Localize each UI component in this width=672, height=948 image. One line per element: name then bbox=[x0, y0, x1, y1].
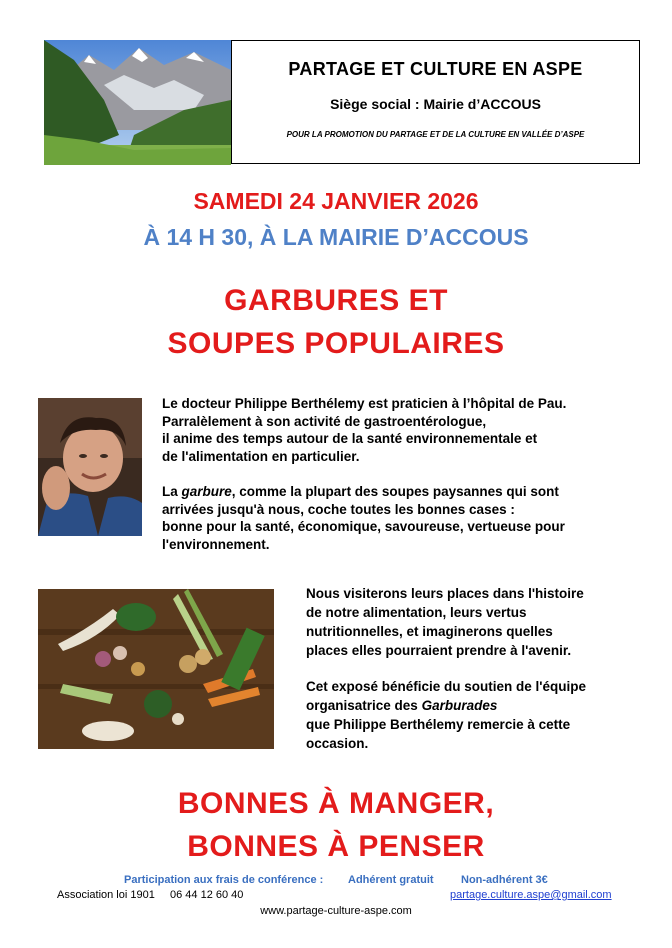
bio-line: arrivées jusqu'à nous, coche toutes les bonnes cases : bbox=[162, 501, 515, 517]
bio-text: La bbox=[162, 484, 182, 499]
bio-line: il anime des temps autour de la santé environnementale et bbox=[162, 431, 538, 446]
bio-line: Parralèlement à son activité de gastroentérologue, bbox=[162, 413, 487, 429]
event-title-line1: GARBURES ET bbox=[224, 284, 448, 317]
talk-line: nutritionnelles, et imaginerons quelles bbox=[306, 624, 553, 639]
registered-office: Siège social : Mairie d’ACCOUS bbox=[330, 96, 541, 112]
talk-paragraph-1 bbox=[306, 584, 646, 660]
event-date: SAMEDI 24 JANVIER 2026 bbox=[193, 188, 479, 214]
email-link[interactable]: partage.culture.aspe@gmail.com bbox=[450, 889, 612, 901]
organization-name: PARTAGE ET CULTURE EN ASPE bbox=[288, 59, 583, 79]
garburades-term: Garburades bbox=[421, 698, 498, 713]
bio-line: Le docteur Philippe Berthélemy est praticien à l’hôpital de Pau. bbox=[162, 396, 567, 411]
bio-paragraph-2 bbox=[162, 483, 642, 553]
speaker-bio bbox=[162, 395, 642, 553]
phone-number: 06 44 12 60 40 bbox=[170, 889, 244, 901]
speaker-portrait bbox=[38, 398, 142, 536]
talk-line: que Philippe Berthélemy remercie à cette bbox=[306, 717, 571, 732]
talk-text: organisatrice des bbox=[306, 698, 422, 713]
organization-tagline: POUR LA PROMOTION DU PARTAGE ET DE LA CULTURE EN VALLÉE D’ASPE bbox=[286, 130, 585, 139]
association-status: Association loi 1901 bbox=[57, 889, 155, 901]
website-url[interactable]: www.partage-culture-aspe.com bbox=[260, 905, 412, 917]
non-member-price: Non-adhérent 3€ bbox=[461, 874, 548, 886]
participation-label: Participation aux frais de conférence : bbox=[124, 874, 324, 886]
member-price: Adhérent gratuit bbox=[348, 874, 434, 886]
talk-line: places elles pourraient prendre à l'avenir. bbox=[306, 643, 572, 658]
header-box bbox=[231, 40, 640, 164]
bio-line: bonne pour la santé, économique, savoureuse, vertueuse pour bbox=[162, 519, 565, 534]
vegetables-photo bbox=[38, 589, 274, 749]
slogan-line2: BONNES À PENSER bbox=[187, 830, 485, 863]
talk-line: Nous visiterons leurs places dans l'histoire bbox=[306, 586, 584, 601]
slogan-line1: BONNES À MANGER, bbox=[177, 787, 495, 820]
bio-line: l'environnement. bbox=[162, 536, 270, 552]
talk-line: de notre alimentation, leurs vertus bbox=[306, 605, 527, 620]
talk-paragraph-2 bbox=[306, 677, 646, 753]
talk-line: Cet exposé bénéficie du soutien de l'équipe bbox=[306, 679, 587, 694]
event-title-line2: SOUPES POPULAIRES bbox=[167, 327, 505, 360]
talk-description bbox=[306, 584, 646, 753]
bio-paragraph-1 bbox=[162, 395, 642, 465]
talk-line: occasion. bbox=[306, 736, 369, 751]
garbure-term: garbure bbox=[181, 484, 232, 499]
event-time-place: À 14 H 30, À LA MAIRIE D’ACCOUS bbox=[143, 224, 529, 250]
bio-line: de l'alimentation en particulier. bbox=[162, 448, 360, 464]
mountain-photo bbox=[44, 40, 231, 165]
bio-text: , comme la plupart des soupes paysannes qui sont bbox=[231, 484, 559, 499]
